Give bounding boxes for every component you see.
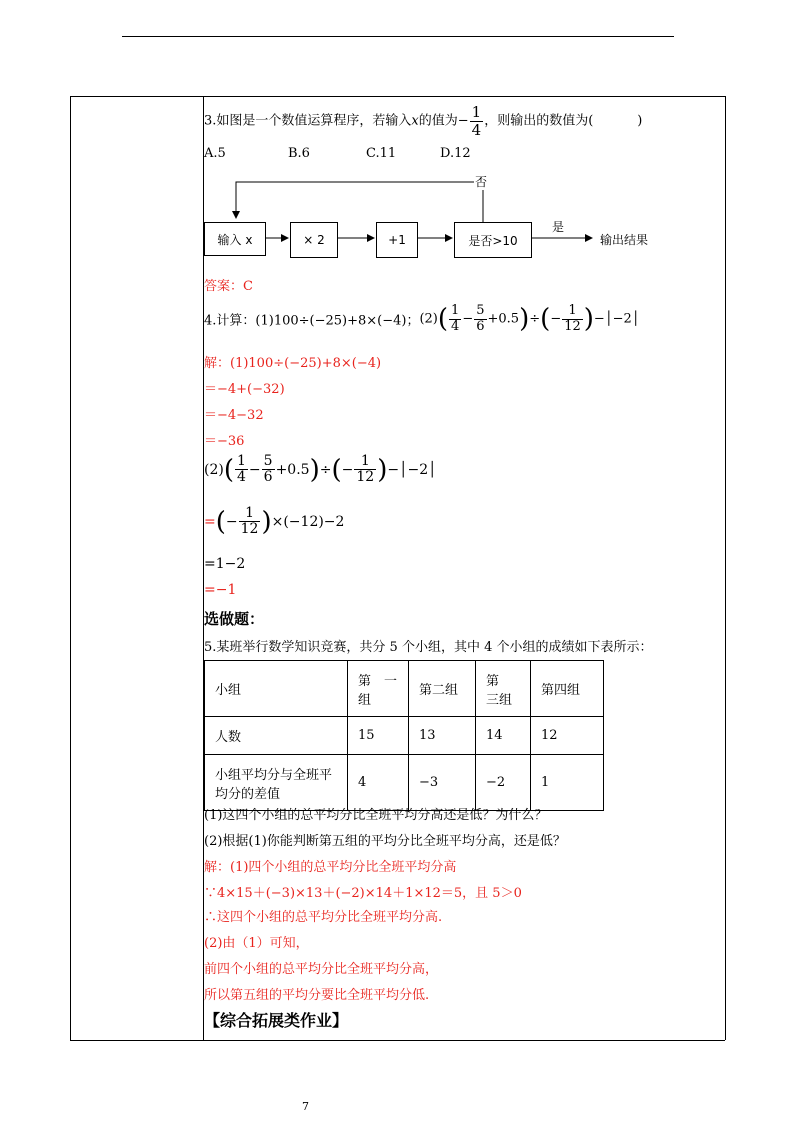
q5-question-2: (2)根据(1)你能判断第五组的平均分比全班平均分高，还是低？ bbox=[204, 834, 566, 849]
table-cell: 人数 bbox=[205, 717, 348, 755]
table-cell: 14 bbox=[476, 717, 531, 755]
table-row bbox=[205, 755, 604, 811]
q4-solution-line-1: 解：(1)100÷(−25)+8×(−4) bbox=[204, 356, 382, 371]
q5-stem: 5.某班举行数学知识竞赛，共分 5 个小组，其中 4 个小组的成绩如下表所示： bbox=[204, 640, 653, 655]
flow-yes-label: 是 bbox=[552, 220, 565, 234]
flow-plus1-box: +1 bbox=[376, 222, 418, 258]
option-b: B.6 bbox=[288, 146, 310, 161]
q4-step-2: =(− $\frac{1}{12}$ )×(−12)−2 bbox=[204, 505, 345, 538]
table-cell: 1 bbox=[531, 755, 604, 811]
table-cell: 第二组 bbox=[409, 661, 476, 717]
q4-part2-expression: (2)( $\frac{1}{4}$ − $\frac{5}{6}$ +0.5)÷(− $\frac{1}{12}$ )−│−2│ bbox=[204, 453, 437, 486]
header-rule bbox=[122, 36, 674, 37]
page-number: 7 bbox=[302, 1100, 309, 1113]
flow-times2-box: × 2 bbox=[290, 222, 338, 258]
q5-solution-line-6: 所以第五组的平均分要比全班平均分低. bbox=[204, 988, 430, 1003]
q5-score-table bbox=[204, 660, 604, 811]
table-border-left bbox=[70, 96, 71, 1040]
table-cell: 第四组 bbox=[531, 661, 604, 717]
q4-solution-line-3: ＝−4−32 bbox=[204, 408, 264, 423]
q5-solution-line-3: ∴这四个小组的总平均分比全班平均分高. bbox=[204, 910, 443, 925]
table-border-right bbox=[725, 96, 726, 1040]
table-cell: 第 三组 bbox=[476, 661, 531, 717]
q5-solution-line-5: 前四个小组的总平均分比全班平均分高， bbox=[204, 962, 439, 977]
q5-question-1: (1)这四个小组的总平均分比全班平均分高还是低？为什么？ bbox=[204, 808, 548, 823]
table-border-top bbox=[70, 96, 725, 97]
q3-options bbox=[204, 146, 471, 161]
q5-solution-line-1: 解：(1)四个小组的总平均分比全班平均分高 bbox=[204, 860, 457, 875]
table-row bbox=[205, 717, 604, 755]
q5-solution-line-4: (2)由（1）可知， bbox=[204, 936, 309, 951]
option-d: D.12 bbox=[440, 146, 471, 161]
q4-solution-line-2: ＝−4+(−32) bbox=[204, 382, 285, 397]
flow-no-label: 否 bbox=[475, 175, 488, 189]
table-cell: 12 bbox=[531, 717, 604, 755]
option-c: C.11 bbox=[366, 146, 397, 161]
q5-solution-line-2: ∵4×15＋(−3)×13＋(−2)×14＋1×12＝5，且 5＞0 bbox=[204, 886, 522, 901]
section-comprehensive-heading: 【综合拓展类作业】 bbox=[204, 1011, 349, 1030]
table-cell: −3 bbox=[409, 755, 476, 811]
flow-output-label: 输出结果 bbox=[600, 233, 649, 247]
q4-step-3: =1−2 bbox=[204, 556, 246, 572]
table-cell: 小组 bbox=[205, 661, 348, 717]
table-cell: 第 一组 bbox=[348, 661, 409, 717]
q4-solution-line-4: ＝−36 bbox=[204, 434, 245, 449]
option-a: A.5 bbox=[204, 146, 226, 161]
table-cell: 小组平均分与全班平均分的差值 bbox=[205, 755, 348, 811]
table-row bbox=[205, 661, 604, 717]
table-border-bottom bbox=[70, 1040, 725, 1041]
section-optional-heading: 选做题： bbox=[204, 610, 265, 628]
table-cell: 13 bbox=[409, 717, 476, 755]
q4-step-4: =−1 bbox=[204, 582, 237, 598]
q3-answer: 答案：C bbox=[204, 279, 253, 294]
flow-input-box: 输入 x bbox=[204, 222, 266, 256]
table-cell: 4 bbox=[348, 755, 409, 811]
q4-prompt: 4.计算：(1)100÷(−25)+8×(−4)；(2)( $\frac{1}{4}$ − $\frac{5}{6}$ +0.5)÷(− $\frac{1}{12}$ )−│−2│ bbox=[204, 303, 640, 334]
table-cell: −2 bbox=[476, 755, 531, 811]
table-cell: 15 bbox=[348, 717, 409, 755]
q3-stem: 3.如图是一个数值运算程序，若输入x的值为− $\frac{1}{4}$ ，则输出的数值为( ) bbox=[204, 103, 643, 139]
flow-compare-box: 是否>10 bbox=[454, 222, 532, 258]
loop-arrow bbox=[236, 182, 483, 222]
